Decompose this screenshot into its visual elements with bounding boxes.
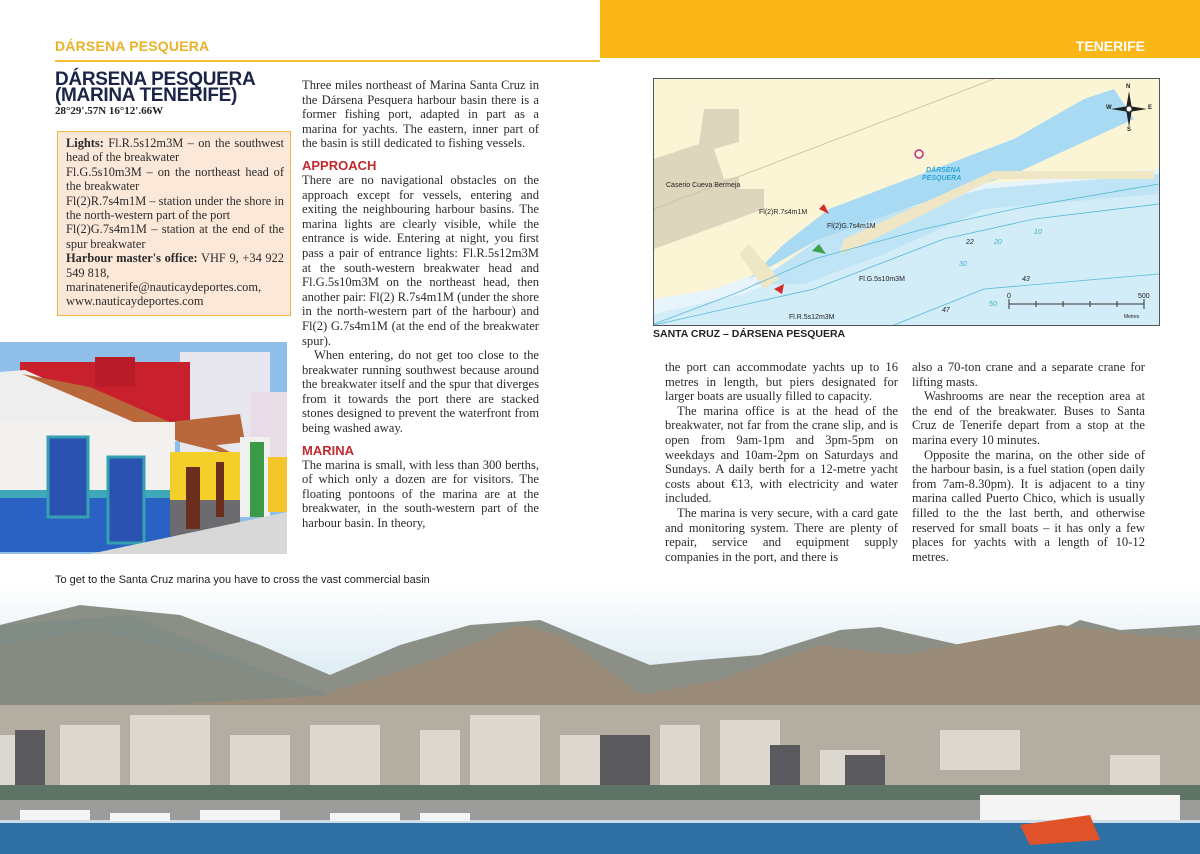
light-label-flg: Fl.G.5s10m3M [859,276,905,283]
col4-paragraph-1: also a 70-ton crane and a separate crane for lifting masts. [912,360,1145,389]
harbour-map [653,78,1160,326]
contour-30: 30 [959,261,967,268]
scale-unit: Metres [1124,314,1140,320]
contour-10: 10 [1034,229,1042,236]
compass-w: W [1106,105,1112,111]
light-1: Lights: Fl.R.5s12m3M – on the southwest head of the breakwater [66,136,284,165]
light-3: Fl(2)R.7s4m1M – station under the shore in the north-western part of the port [66,193,284,223]
column-4 [912,360,1145,564]
panorama-photo [0,585,1200,854]
map-caption: SANTA CRUZ – DÁRSENA PESQUERA [653,328,846,340]
basin-label-2: PESQUERA [922,175,962,182]
harbour-office: Harbour master's office: VHF 9, +34 922 549 818, [66,251,284,280]
light-label-flr: Fl.R.5s12m3M [789,314,835,321]
compass-e: E [1148,105,1153,111]
depth-43: 43 [1022,276,1030,283]
website-link[interactable]: www.nauticaydeportes.com [66,294,204,309]
coordinates: 28°29'.57N 16°12'.66W [55,105,164,117]
header-rule [55,60,600,62]
section-title-line1: DÁRSENA PESQUERA [55,69,256,90]
houses-photo [0,342,287,554]
place-label: Caserio Cueva Bermeja [666,182,741,189]
section-title-line2: (MARINA TENERIFE) [55,85,238,106]
depth-22: 22 [966,239,974,246]
col4-paragraph-2: Washrooms are near the reception area at the end of the breakwater. Buses to Santa Cruz de Tenerife depart from a stop at the marina every 10 minutes. [912,389,1145,447]
col3-paragraph-3: The marina is very secure, with a card gate and monitoring system. There are plenty of repair, service and equipment supply companies in the port, and there is [665,505,898,564]
compass-n: N [1126,84,1131,90]
col3-paragraph-2: The marina office is at the head of the breakwater, not far from the crane slip, and is open from 9am-1pm and 3pm-5pm on weekdays and 10am-2pm on Saturdays and Sundays. A daily berth for a 12-metre yacht costs about €13, with electricity and water included. [665,403,898,506]
column-3 [665,360,898,564]
panorama-caption: To get to the Santa Cruz marina you have to cross the vast commercial basin [55,574,430,586]
depth-47: 47 [942,307,950,314]
scale-end: 500 [1138,293,1150,300]
info-box [57,131,291,316]
intro-paragraph: Three miles northeast of Marina Santa Cruz in the Dársena Pesquera harbour basin there is a former fishing port, adapted in part as a marina for yachts. The eastern, inner part of the basin is still dedicated to fishing vessels. [302,78,539,151]
basin-label-1: DÁRSENA [926,167,961,174]
light-4: Fl(2)G.7s4m1M – station at the end of the spur breakwater [66,222,284,251]
approach-paragraph-1: There are no navigational obstacles on the approach except for vessels, entering and exiting the neighbouring harbour basins. The marina lights are clearly visible, while the entrance is wide. Entering at night, you first pass a pair of entrance lights: Fl.R.5s12m3M at the south-western breakwater head and Fl.G.5s10m3M on the northeast head, then another pair: Fl(2) R.7s4m1M (under the shore in the north-western part of the harbour) and Fl(2) G.7s4m1M (at the end of the breakwater spur). [302,172,539,348]
harbour-label: Harbour master's office: [66,251,198,266]
col4-paragraph-3: Opposite the marina, on the other side of the harbour basin, is a fuel station (open daily from 7am-8.30pm). It is adjacent to a tiny marina called Puerto Chico, which is usually filled to the the last berth, and otherwise reserved for small boats – it has only a few places for yachts with a length of 10-12 metres. [912,447,1145,564]
light-label-fl2g: Fl(2)G.7s4m1M [827,223,876,230]
contour-20: 20 [994,239,1002,246]
section-title [55,69,256,106]
marina-heading: MARINA [302,442,354,458]
contour-50: 50 [989,301,997,308]
col3-paragraph-1: the port can accommodate yachts up to 16 metres in length, but piers designated for larger boats are usually filled to capacity. [665,360,898,404]
running-title-left: DÁRSENA PESQUERA [55,38,210,54]
approach-heading: APPROACH [302,157,377,173]
scale-start: 0 [1007,293,1011,300]
approach-paragraph-2: When entering, do not get too close to the breakwater running southwest because around the breakwater itself and the spur that diverges from it towards the port there are stacked stones designed to prevent the waterfront from being washed away. [302,348,539,436]
light-2: Fl.G.5s10m3M – on the northeast head of the breakwater [66,164,284,194]
marina-paragraph-1: The marina is small, with less than 300 berths, of which only a dozen are for visitors. The floating pontoons of the marina are at the breakwater, in the south-western part of the harbour basin. In theory, [302,457,539,531]
running-title-right: TENERIFE [1075,38,1145,54]
email-link[interactable]: marinatenerife@nauticaydeportes.com, [66,280,262,295]
lights-label: Lights: [66,136,104,150]
column-2 [302,78,539,531]
light-label-fl2r: Fl(2)R.7s4m1M [759,209,808,216]
compass-s: S [1127,127,1132,133]
